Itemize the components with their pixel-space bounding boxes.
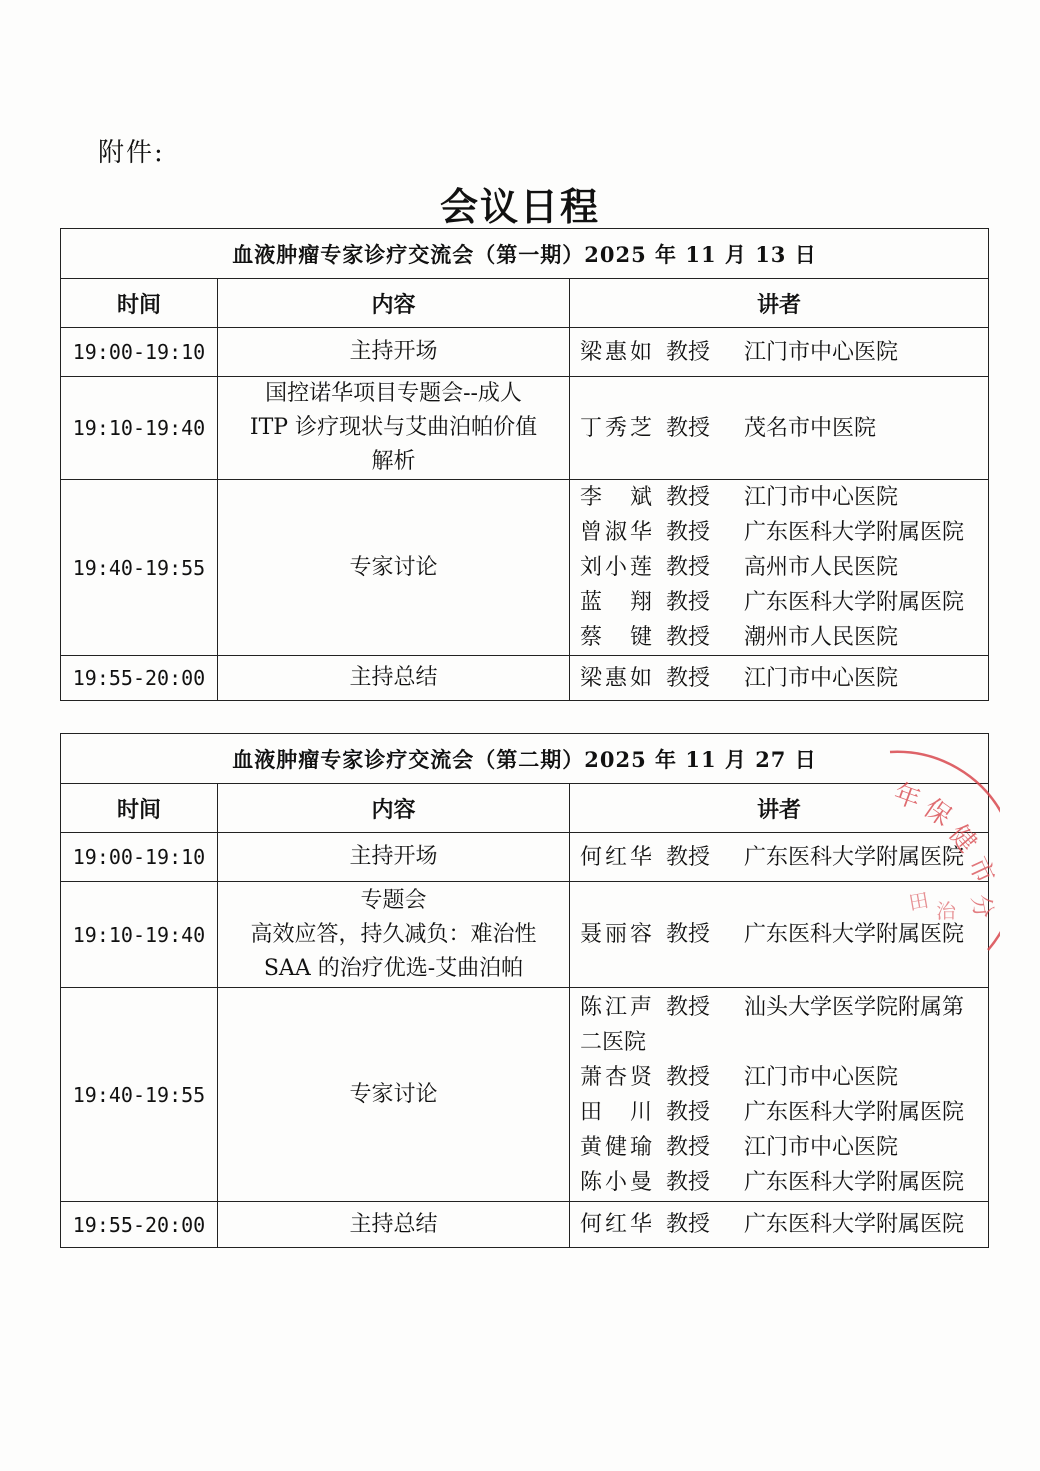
- speaker-entry: [580, 990, 988, 1025]
- speaker-name: 黄健瑜: [580, 1134, 652, 1160]
- speaker-name: 聂丽容: [580, 922, 652, 947]
- time-cell: 19:00-19:10: [61, 833, 218, 882]
- speaker-cell: [570, 833, 989, 882]
- speaker-title: 教授: [666, 520, 711, 545]
- session-header-row: [61, 229, 989, 279]
- speaker-title: 教授: [666, 1169, 711, 1195]
- content-line: 国控诺华项目专题会--成人: [265, 381, 522, 406]
- speaker-entry: [580, 1095, 988, 1130]
- speaker-organization: 江门市中心医院: [744, 1134, 899, 1160]
- speaker-title: 教授: [666, 415, 711, 441]
- content-cell: [218, 1202, 570, 1248]
- speaker-name: 萧杏贤: [580, 1064, 652, 1090]
- speaker-title: 教授: [666, 485, 711, 510]
- speaker-cell: [570, 1202, 989, 1248]
- speaker-entry: [580, 917, 988, 952]
- content-line: 主持开场: [349, 844, 438, 869]
- column-header-content: 内容: [218, 784, 570, 833]
- speaker-name: 蔡键: [580, 625, 652, 650]
- speaker-title: 教授: [666, 590, 711, 615]
- speaker-title: 教授: [666, 1134, 711, 1160]
- speaker-organization: 茂名市中医院: [744, 415, 877, 441]
- speaker-title: 教授: [666, 844, 711, 870]
- stamp-char: 健: [942, 819, 983, 859]
- speaker-organization: 广东医科大学附属医院: [744, 1169, 965, 1195]
- speaker-entry: [580, 840, 988, 875]
- speaker-cell: [570, 480, 989, 656]
- table-row: [61, 480, 989, 656]
- speaker-organization: 广东医科大学附属医院: [744, 590, 965, 615]
- speaker-organization: 汕头大学医学院附属第: [744, 994, 965, 1020]
- speaker-title: 教授: [666, 339, 711, 365]
- time-cell: 19:00-19:10: [61, 328, 218, 377]
- speaker-entry: [580, 515, 988, 550]
- speaker-entry: [580, 585, 988, 620]
- session-header: 血液肿瘤专家诊疗交流会（第一期）2025 年 11 月 13 日: [61, 229, 989, 279]
- content-cell: [218, 882, 570, 988]
- column-header-row: [61, 784, 989, 833]
- column-header-content: 内容: [218, 279, 570, 328]
- speaker-entry: [580, 335, 988, 370]
- speaker-name: 李斌: [580, 485, 652, 510]
- content-cell: [218, 656, 570, 701]
- column-header-speaker: 讲者: [570, 279, 989, 328]
- time-cell: 19:55-20:00: [61, 656, 218, 701]
- speaker-organization-continued: 二医院: [580, 1029, 647, 1055]
- stamp-char: 田: [906, 887, 931, 915]
- speaker-name: 刘小莲: [580, 555, 652, 580]
- content-line: 解析: [371, 449, 416, 474]
- stamp-char: 治: [936, 899, 956, 923]
- time-cell: 19:40-19:55: [61, 480, 218, 656]
- speaker-cell: [570, 988, 989, 1202]
- time-cell: 19:55-20:00: [61, 1202, 218, 1248]
- speaker-title: 教授: [666, 555, 711, 580]
- content-line: 专家讨论: [349, 1081, 438, 1107]
- speaker-title: 教授: [666, 1064, 711, 1090]
- column-header-time: 时间: [61, 784, 218, 833]
- speaker-entry: [580, 1165, 988, 1200]
- table-row: [61, 833, 989, 882]
- table-row: [61, 377, 989, 480]
- speaker-entry: [580, 550, 988, 585]
- content-line: 主持开场: [349, 339, 438, 364]
- stamp-char: 分: [966, 892, 998, 921]
- speaker-entry: [580, 1130, 988, 1165]
- speaker-name: 梁惠如: [580, 665, 652, 691]
- schedule-table: [60, 228, 989, 701]
- speaker-organization: 江门市中心医院: [744, 485, 899, 510]
- speaker-title: 教授: [666, 1099, 711, 1125]
- speaker-entry: [580, 1207, 988, 1242]
- time-cell: 19:40-19:55: [61, 988, 218, 1202]
- speaker-cell: [570, 328, 989, 377]
- content-cell: [218, 328, 570, 377]
- session-header: 血液肿瘤专家诊疗交流会（第二期）2025 年 11 月 27 日: [61, 734, 989, 784]
- column-header-speaker: 讲者: [570, 784, 989, 833]
- speaker-cell: [570, 882, 989, 988]
- speaker-title: 教授: [666, 1212, 711, 1237]
- speaker-title: 教授: [666, 922, 711, 947]
- speaker-organization: 高州市人民医院: [744, 555, 899, 580]
- content-line: 主持总结: [349, 1211, 438, 1237]
- speaker-title: 教授: [666, 625, 711, 650]
- stamp-char: 年: [889, 778, 925, 816]
- table-row: [61, 882, 989, 988]
- column-header-row: [61, 279, 989, 328]
- content-cell: [218, 988, 570, 1202]
- session-header-row: [61, 734, 989, 784]
- table-row: [61, 1202, 989, 1248]
- speaker-name: 梁惠如: [580, 339, 652, 365]
- speaker-name: 何红华: [580, 1212, 652, 1237]
- speaker-organization: 广东医科大学附属医院: [744, 1212, 965, 1237]
- speaker-organization: 广东医科大学附属医院: [744, 1099, 965, 1125]
- content-line: 主持总结: [349, 665, 438, 690]
- speaker-organization: 广东医科大学附属医院: [744, 844, 965, 870]
- speaker-entry: [580, 480, 988, 515]
- time-cell: 19:10-19:40: [61, 882, 218, 988]
- speaker-cell: [570, 377, 989, 480]
- content-cell: [218, 377, 570, 480]
- speaker-entry: [580, 411, 988, 446]
- content-cell: [218, 833, 570, 882]
- speaker-organization: 江门市中心医院: [744, 339, 899, 365]
- speaker-name: 曾淑华: [580, 520, 652, 545]
- speaker-name: 田川: [580, 1099, 652, 1125]
- speaker-title: 教授: [666, 665, 711, 691]
- speaker-organization: 广东医科大学附属医院: [744, 922, 965, 947]
- column-header-time: 时间: [61, 279, 218, 328]
- speaker-organization: 广东医科大学附属医院: [744, 520, 965, 545]
- speaker-entry: [580, 661, 988, 696]
- stamp-char: 市: [961, 852, 1000, 889]
- speaker-cell: [570, 656, 989, 701]
- content-line: 专题会: [360, 887, 427, 913]
- speaker-organization: 江门市中心医院: [744, 1064, 899, 1090]
- speaker-organization: 潮州市人民医院: [744, 625, 899, 650]
- speaker-name: 陈江声: [580, 994, 652, 1020]
- content-line: ITP 诊疗现状与艾曲泊帕价值: [249, 415, 538, 440]
- speaker-name: 丁秀芝: [580, 415, 652, 441]
- speaker-entry: [580, 620, 988, 655]
- time-cell: 19:10-19:40: [61, 377, 218, 480]
- content-line: 高效应答，持久减负：难治性: [250, 921, 537, 947]
- speaker-name: 何红华: [580, 844, 652, 870]
- table-row: [61, 328, 989, 377]
- table-row: [61, 656, 989, 701]
- content-line: 专家讨论: [349, 554, 438, 580]
- content-cell: [218, 480, 570, 656]
- speaker-organization: 江门市中心医院: [744, 665, 899, 691]
- speaker-entry: [580, 1060, 988, 1095]
- attachment-label: 附件:: [98, 138, 165, 168]
- speaker-name: 陈小曼: [580, 1169, 652, 1195]
- content-line: SAA 的治疗优选-艾曲泊帕: [263, 955, 524, 981]
- schedule-table: [60, 733, 989, 1248]
- stamp-char: 保: [917, 793, 957, 833]
- speaker-name: 蓝翔: [580, 590, 652, 615]
- document-title: 会议日程: [439, 184, 600, 229]
- speaker-title: 教授: [666, 994, 711, 1020]
- table-row: [61, 988, 989, 1202]
